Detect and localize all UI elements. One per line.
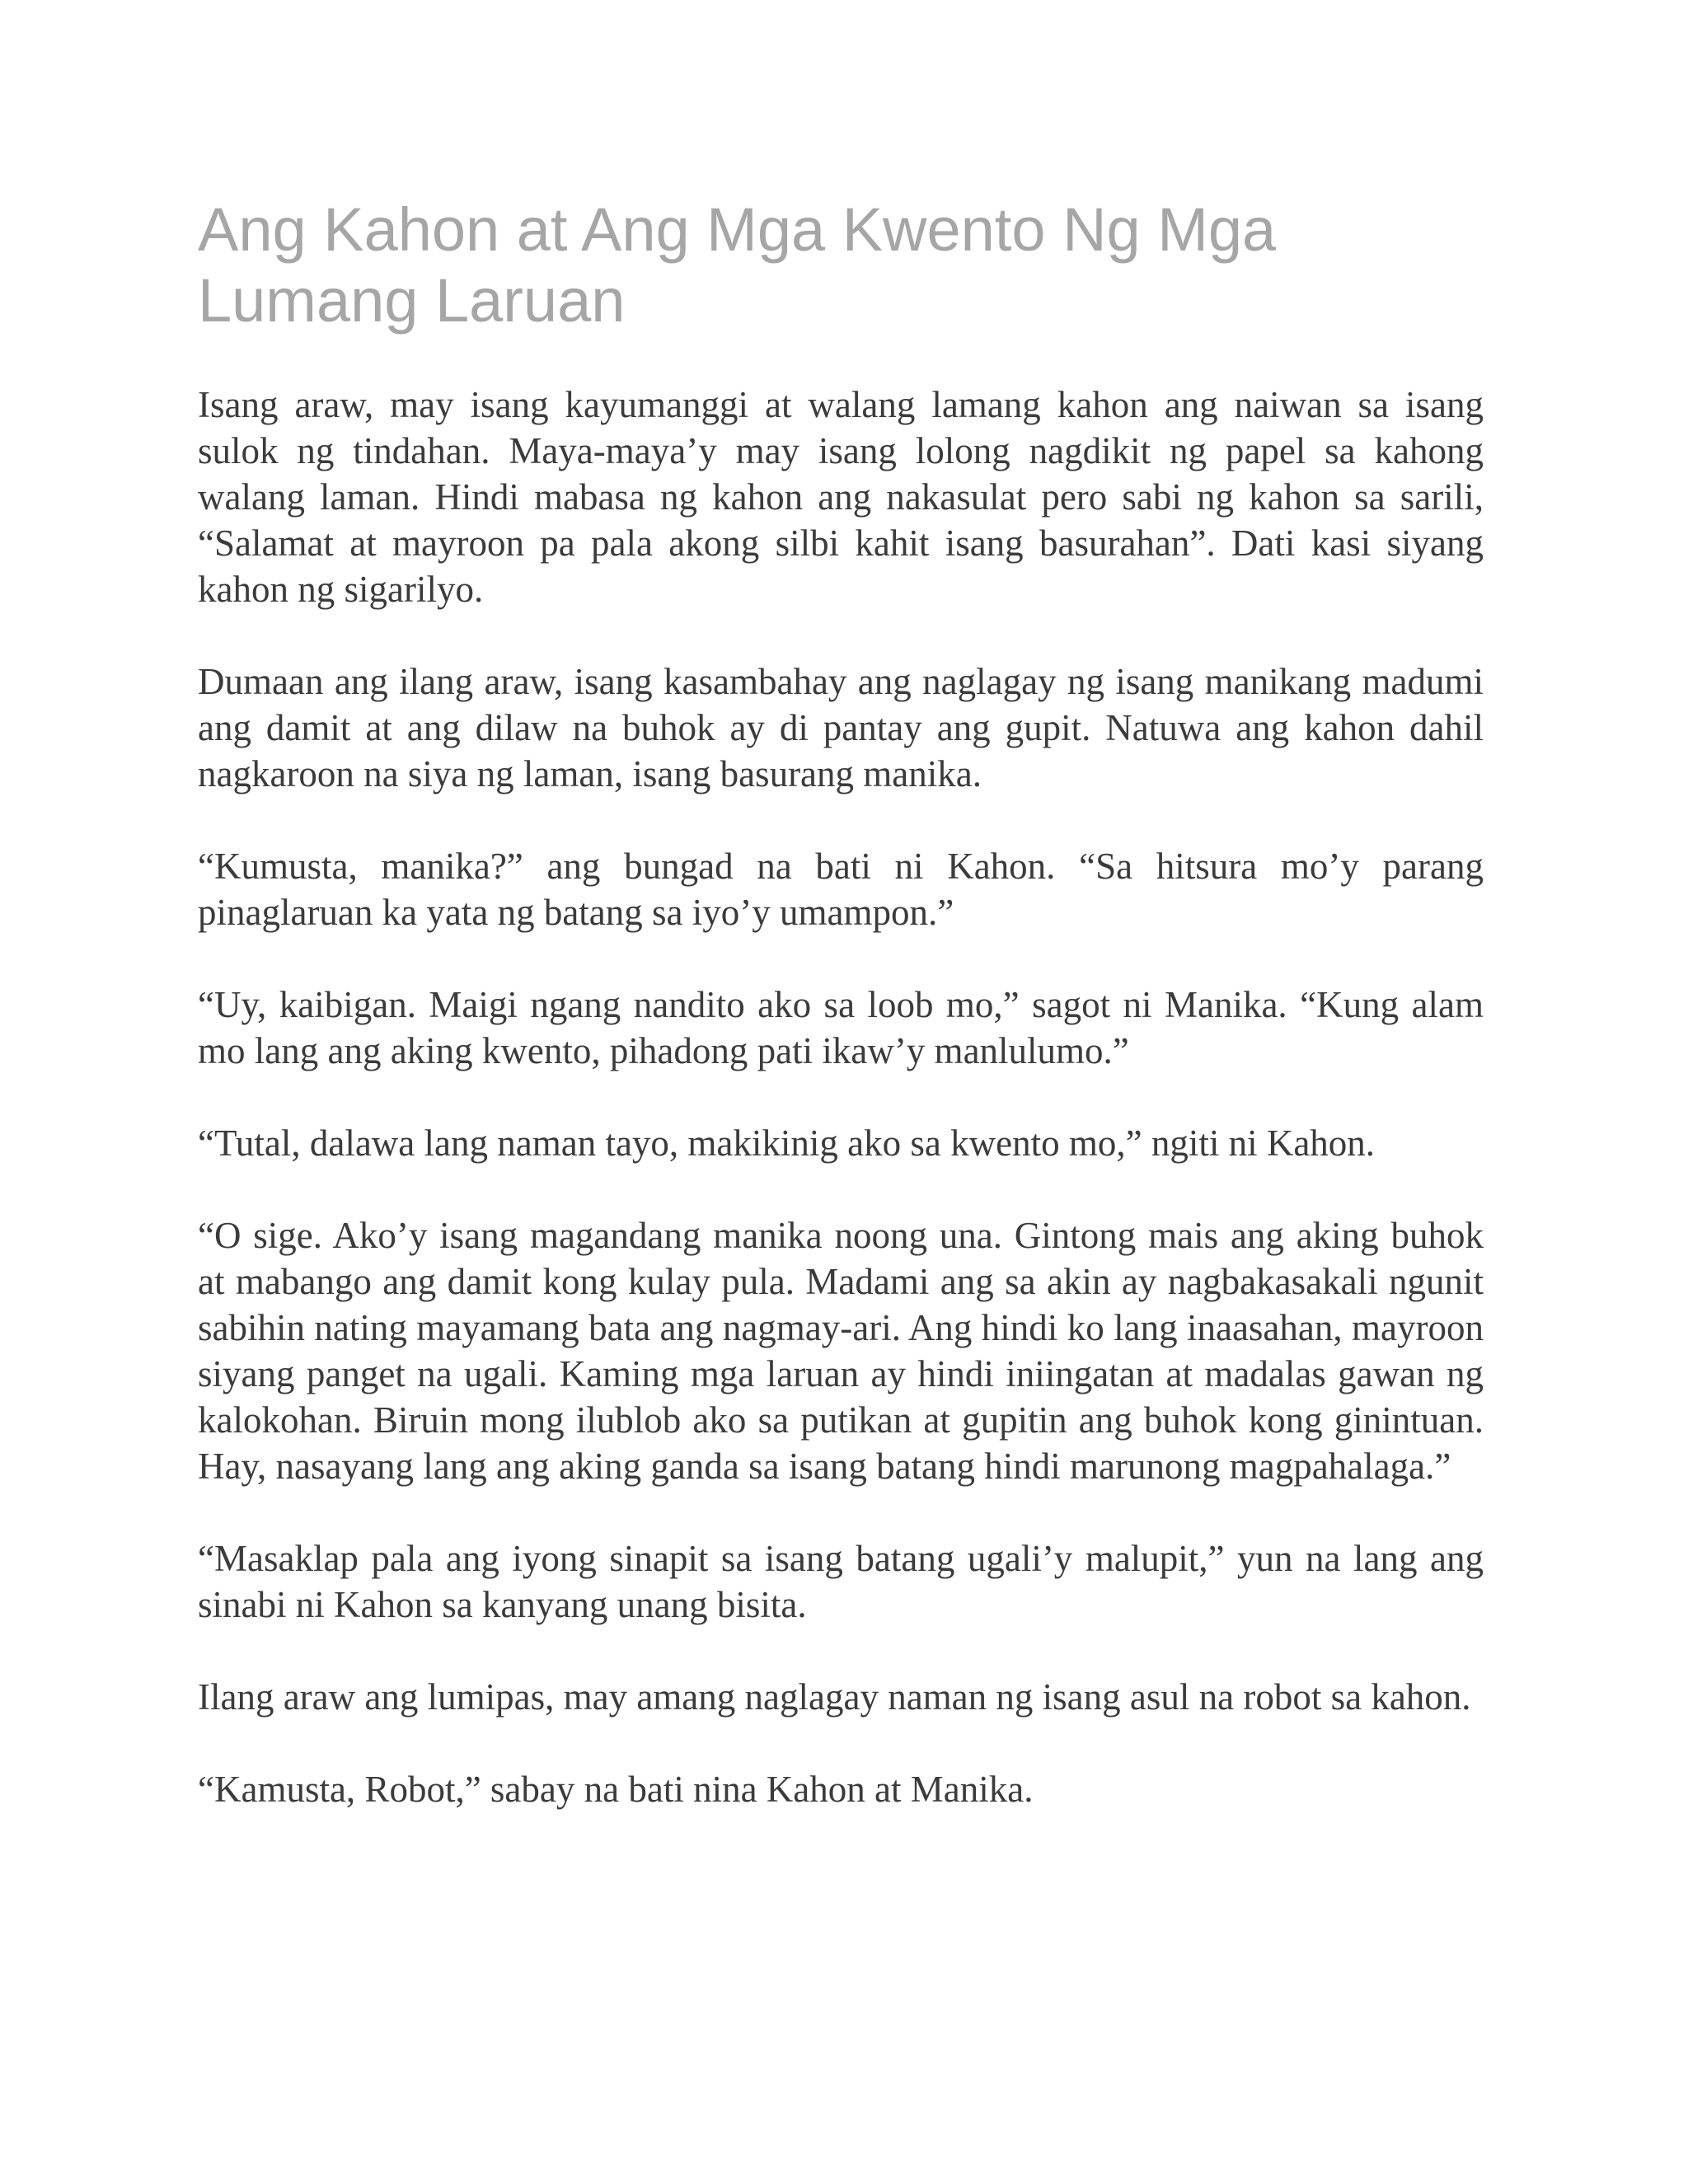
paragraph-5: “Tutal, dalawa lang naman tayo, makikinig ako sa kwento mo,” ngiti ni Kahon. — [198, 1122, 1376, 1164]
paragraph-7: “Masaklap pala ang iyong sinapit sa isang batang ugali’y malupit,” yun na lang ang sinabi ni Kahon sa kanyang unang bisita. — [198, 1538, 1484, 1625]
document-title: Ang Kahon at Ang Mga Kwento Ng Mga Lumang Laruan — [198, 195, 1277, 335]
paragraph-6: “O sige. Ako’y isang magandang manika noong una. Gintong mais ang aking buhok at mabango ang damit kong kulay pula. Madami ang sa akin ay nagbakasakali ngunit sabihin nating mayamang bata ang nagmay-ari. Ang hindi ko lang inaasahan, mayroon siyang panget na ugali. Kaming mga laruan ay hindi iniingatan at madalas gawan ng kalokohan. Biruin mong ilublob ako sa putikan at gupitin ang buhok kong ginintuan. Hay, nasayang lang ang aking ganda sa isang batang hindi marunong magpahalaga.” — [198, 1215, 1484, 1487]
paragraph-9: “Kamusta, Robot,” sabay na bati nina Kahon at Manika. — [198, 1769, 1034, 1810]
paragraph-2: Dumaan ang ilang araw, isang kasambahay ang naglagay ng isang manikang madumi ang damit at ang dilaw na buhok ay di pantay ang gupit. Natuwa ang kahon dahil nagkaroon na siya ng laman, isang basurang manika. — [198, 661, 1484, 794]
paragraph-4: “Uy, kaibigan. Maigi ngang nandito ako sa loob mo,” sagot ni Manika. “Kung alam mo lang ang aking kwento, pihadong pati ikaw’y manlulumo.” — [198, 984, 1484, 1071]
document-page — [198, 194, 1484, 1858]
paragraph-1: Isang araw, may isang kayumanggi at walang lamang kahon ang naiwan sa isang sulok ng tindahan. Maya-maya’y may isang lolong nagdikit ng papel sa kahong walang laman. Hindi mabasa ng kahon ang nakasulat pero sabi ng kahon sa sarili, “Salamat at mayroon pa pala akong silbi kahit isang basurahan”. Dati kasi siyang kahon ng sigarilyo. — [198, 384, 1484, 610]
paragraph-8: Ilang araw ang lumipas, may amang naglagay naman ng isang asul na robot sa kahon. — [198, 1676, 1471, 1718]
paragraph-3: “Kumusta, manika?” ang bungad na bati ni Kahon. “Sa hitsura mo’y parang pinaglaruan ka yata ng batang sa iyo’y umampon.” — [198, 846, 1484, 933]
